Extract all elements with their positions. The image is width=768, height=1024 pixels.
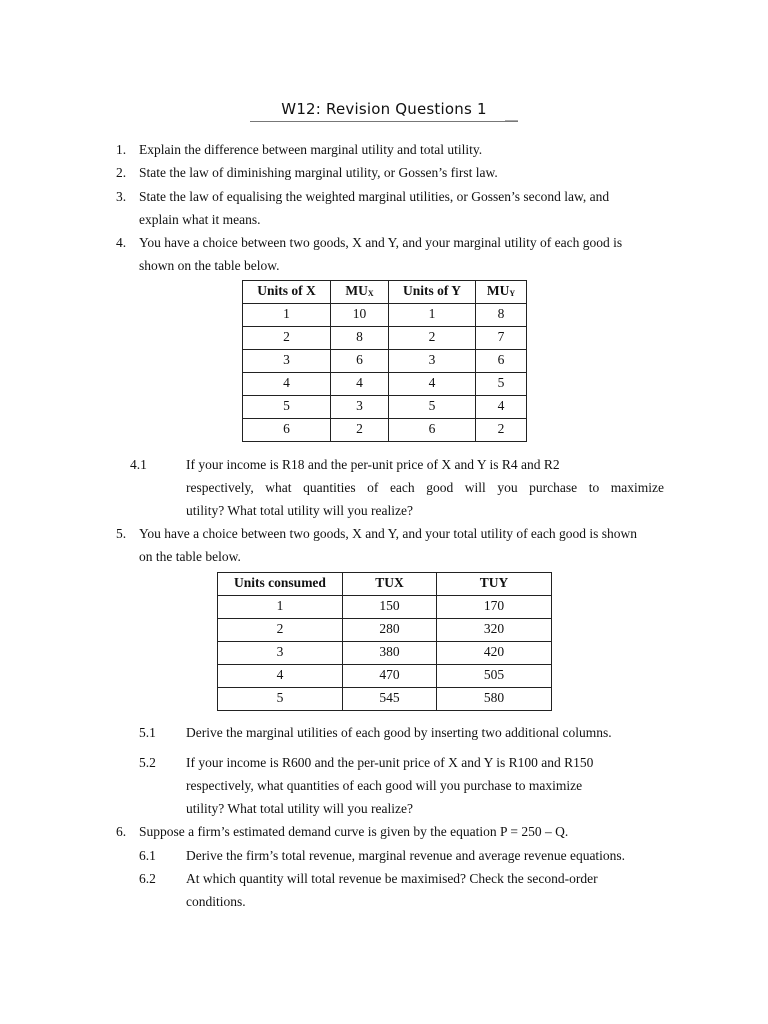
- table-cell: 280: [343, 619, 437, 642]
- table-cell: 170: [437, 596, 552, 619]
- subquestion-text-line1: If your income is R18 and the per-unit price of X and Y is R4 and R2: [186, 457, 560, 472]
- table-cell: 1: [389, 304, 476, 327]
- question-number: 4.: [116, 235, 127, 250]
- table-cell: 2: [331, 419, 389, 442]
- table-cell: 6: [243, 419, 331, 442]
- table-cell: 5: [476, 373, 527, 396]
- question-text-line1: You have a choice between two goods, X and Y, and your total utility of each good is shown: [139, 526, 638, 541]
- page-title: W12: Revision Questions 1: [281, 100, 487, 118]
- subquestion-text-line3: utility? What total utility will you realize?: [186, 801, 413, 816]
- table-header-row: [243, 281, 527, 304]
- table-cell: 1: [243, 304, 331, 327]
- table-cell: 5: [218, 688, 343, 711]
- table-row: [218, 619, 552, 642]
- table-header-row: [218, 573, 552, 596]
- table-cell: 7: [476, 327, 527, 350]
- table-row: [218, 665, 552, 688]
- title-underline: [250, 121, 518, 122]
- subquestion-text: Derive the marginal utilities of each good by inserting two additional columns.: [186, 725, 612, 740]
- subquestion-number: 5.2: [139, 755, 156, 770]
- question-text-line2: on the table below.: [139, 549, 241, 564]
- table-cell: 380: [343, 642, 437, 665]
- question-number: 2.: [116, 165, 127, 180]
- subquestion-text-line2: conditions.: [186, 894, 246, 909]
- table-row: [243, 304, 527, 327]
- table-cell: 4: [331, 373, 389, 396]
- table-cell: 8: [476, 304, 527, 327]
- table-cell: 420: [437, 642, 552, 665]
- table-cell: 10: [331, 304, 389, 327]
- subquestion-text-line1: At which quantity will total revenue be maximised? Check the second-order: [186, 871, 598, 886]
- table-row: [218, 688, 552, 711]
- subquestion-text-line3: utility? What total utility will you realize?: [186, 503, 413, 518]
- table-cell: 8: [331, 327, 389, 350]
- question-text-line1: State the law of equalising the weighted marginal utilities, or Gossen’s second law, and: [139, 189, 610, 204]
- mu-subscript: Y: [509, 289, 516, 298]
- table-cell: 580: [437, 688, 552, 711]
- question-text: Suppose a firm’s estimated demand curve is given by the equation P = 250 – Q.: [139, 824, 569, 839]
- table-header: Units consumed: [218, 573, 343, 596]
- mu-label: MU: [345, 283, 368, 298]
- table-header: TUY: [437, 573, 552, 596]
- table-row: [243, 327, 527, 350]
- question-number: 6.: [116, 824, 127, 839]
- table-header: Units of X: [243, 281, 331, 304]
- title-underline-tail: [505, 120, 518, 121]
- table-cell: 5: [389, 396, 476, 419]
- marginal-utility-table: [242, 280, 527, 442]
- subquestion-text-line2: respectively, what quantities of each good will you purchase to maximize: [186, 480, 664, 495]
- subquestion-number: 4.1: [130, 457, 147, 472]
- table-cell: 3: [243, 350, 331, 373]
- table-row: [218, 596, 552, 619]
- table-cell: 2: [389, 327, 476, 350]
- subquestion-text-line2: respectively, what quantities of each good will you purchase to maximize: [186, 778, 583, 793]
- question-text-line2: explain what it means.: [139, 212, 261, 227]
- table-cell: 4: [389, 373, 476, 396]
- table-cell: 2: [243, 327, 331, 350]
- table-cell: 2: [218, 619, 343, 642]
- question-number: 1.: [116, 142, 127, 157]
- table-row: [243, 373, 527, 396]
- table-cell: 150: [343, 596, 437, 619]
- table-cell: 320: [437, 619, 552, 642]
- table-cell: 4: [243, 373, 331, 396]
- table-cell: 470: [343, 665, 437, 688]
- mu-label: MU: [486, 283, 510, 298]
- table-row: [243, 419, 527, 442]
- subquestion-text: Derive the firm’s total revenue, marginal revenue and average revenue equations.: [186, 848, 626, 863]
- table-cell: 3: [389, 350, 476, 373]
- table-cell: 505: [437, 665, 552, 688]
- table-cell: 6: [331, 350, 389, 373]
- table-cell: 5: [243, 396, 331, 419]
- table-header: [476, 281, 527, 304]
- table-row: [243, 350, 527, 373]
- table-cell: 6: [389, 419, 476, 442]
- table-header: [331, 281, 389, 304]
- table-cell: 3: [218, 642, 343, 665]
- question-text: Explain the difference between marginal utility and total utility.: [139, 142, 483, 157]
- table-cell: 1: [218, 596, 343, 619]
- subquestion-number: 6.1: [139, 848, 156, 863]
- table-row: [243, 396, 527, 419]
- table-row: [218, 642, 552, 665]
- subquestion-text-line1: If your income is R600 and the per-unit price of X and Y is R100 and R150: [186, 755, 594, 770]
- subquestion-number: 6.2: [139, 871, 156, 886]
- table-cell: 4: [218, 665, 343, 688]
- question-text: State the law of diminishing marginal utility, or Gossen’s first law.: [139, 165, 498, 180]
- question-text-line2: shown on the table below.: [139, 258, 280, 273]
- total-utility-table: [217, 572, 552, 711]
- subquestion-number: 5.1: [139, 725, 156, 740]
- table-cell: 6: [476, 350, 527, 373]
- table-header: TUX: [343, 573, 437, 596]
- table-cell: 4: [476, 396, 527, 419]
- table-cell: 3: [331, 396, 389, 419]
- table-cell: 545: [343, 688, 437, 711]
- question-number: 3.: [116, 189, 127, 204]
- question-number: 5.: [116, 526, 127, 541]
- table-cell: 2: [476, 419, 527, 442]
- question-text-line1: You have a choice between two goods, X and Y, and your marginal utility of each good is: [139, 235, 623, 250]
- table-header: Units of Y: [389, 281, 476, 304]
- mu-subscript: X: [367, 289, 374, 298]
